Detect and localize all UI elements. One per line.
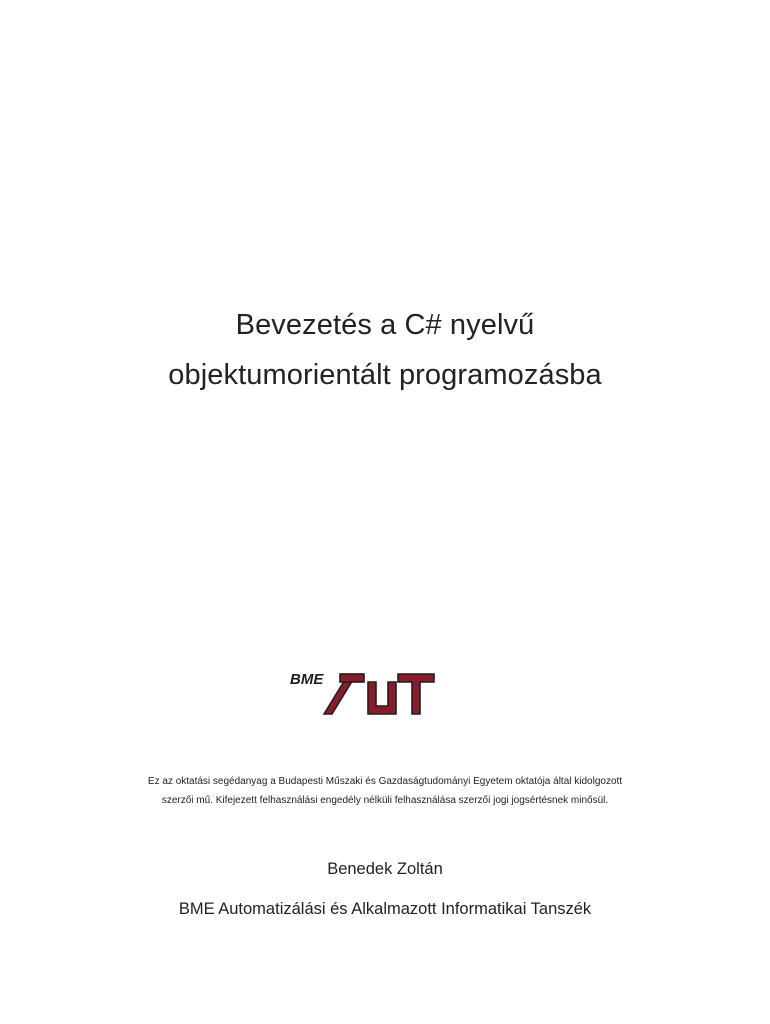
author-name: Benedek Zoltán xyxy=(327,860,443,878)
title-line-1: Bevezetés a C# nyelvű xyxy=(235,309,535,341)
bme-aut-logo xyxy=(288,662,438,720)
copyright-notice xyxy=(60,772,710,810)
department-name: BME Automatizálási és Alkalmazott Informatikai Tanszék xyxy=(178,900,592,918)
document-title xyxy=(0,300,770,400)
title-line-2: objektumorientált programozásba xyxy=(168,359,602,391)
notice-line-1: Ez az oktatási segédanyag a Budapesti Műszaki és Gazdaságtudományi Egyetem oktatója által kidolgozott xyxy=(147,776,623,787)
svg-text:BME: BME xyxy=(290,671,324,688)
notice-line-2: szerzői mű. Kifejezett felhasználási engedély nélküli felhasználása szerzői jogi jogsértésnek minősül. xyxy=(161,795,609,806)
